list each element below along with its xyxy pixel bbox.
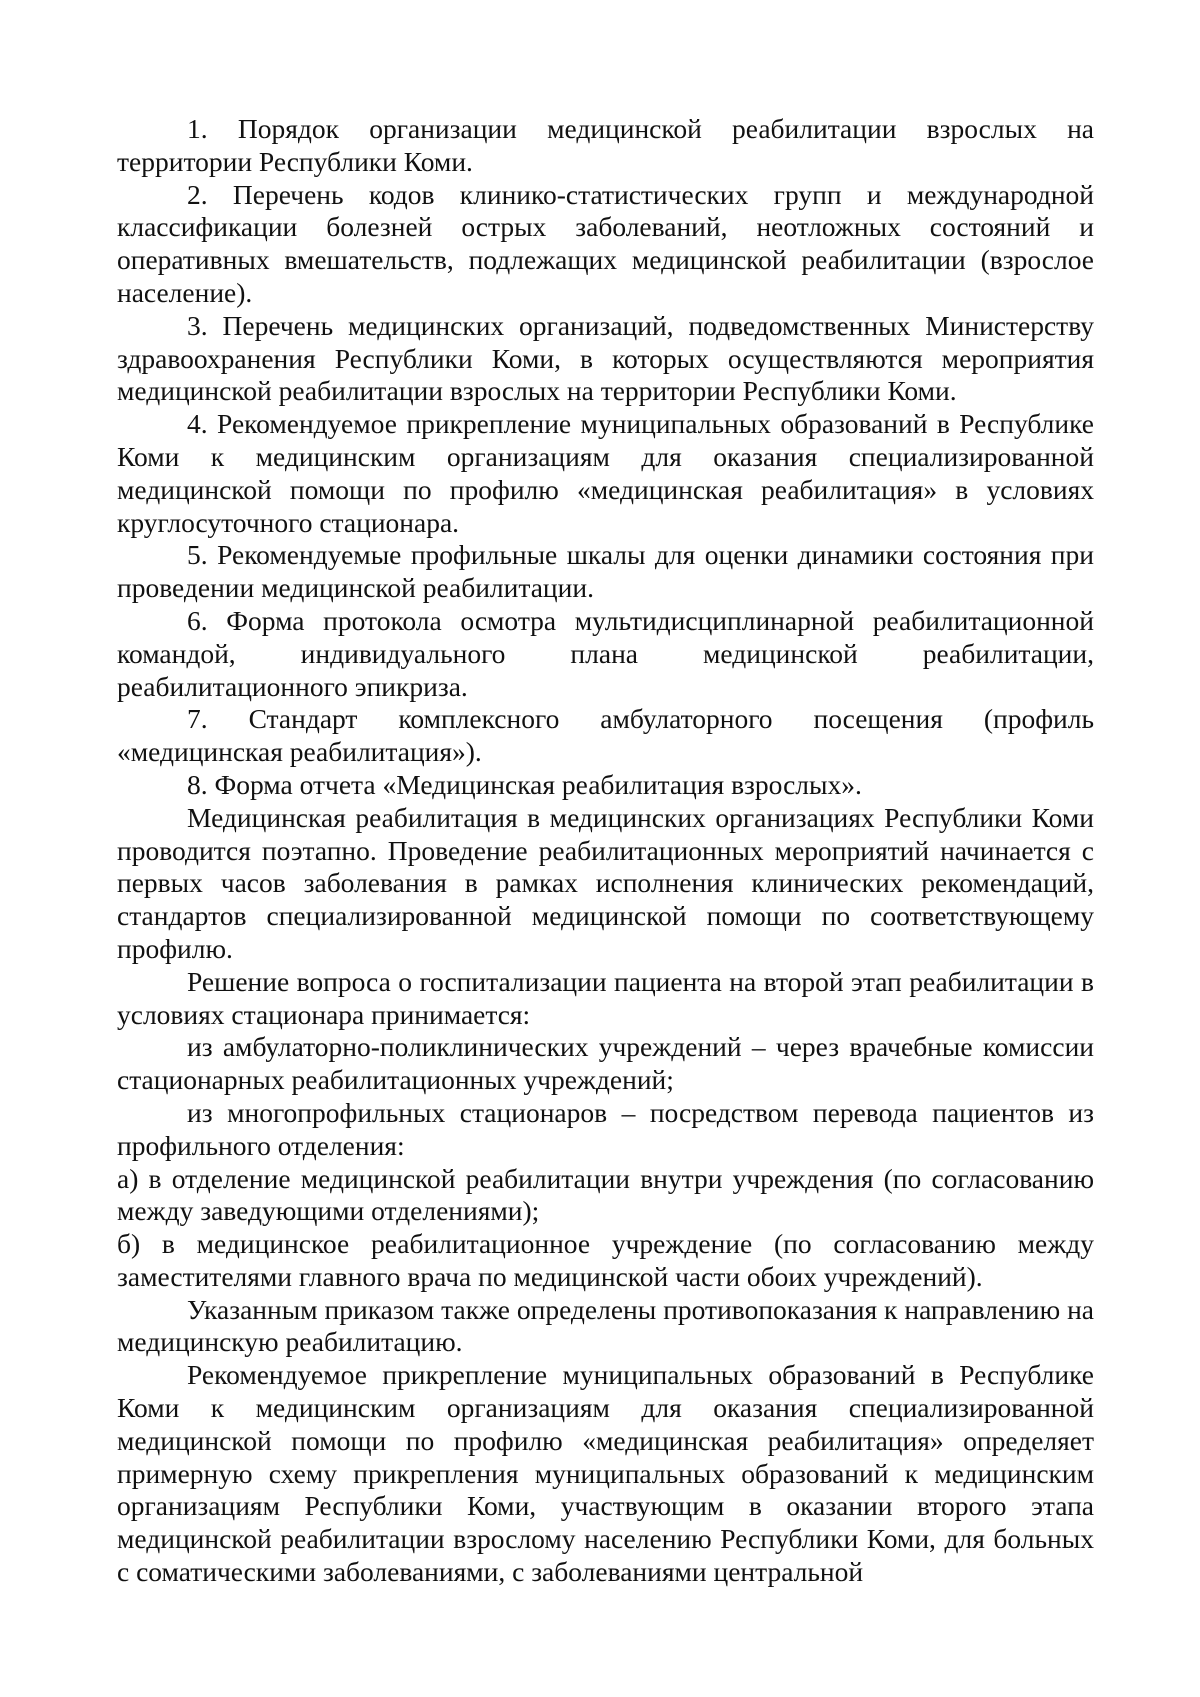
list-item-2: 2. Перечень кодов клинико-статистических групп и международной классификации болезней острых заболеваний, неотложных состояний и оперативных вмешательств, подлежащих медицинской реабилитации (взрослое население). (117, 178, 1094, 308)
paragraph-hospitalization-decision: Решение вопроса о госпитализации пациента на второй этап реабилитации в условиях стационара принимается: (117, 965, 1094, 1030)
paragraph-attachment-scheme: Рекомендуемое прикрепление муниципальных образований в Республике Коми к медицинским организациям для оказания специализированной медицинской помощи по профилю «медицинская реабилитация» определяет примерную схему прикрепления муниципальных образований к медицинским организациям Республики Коми, участвующим в оказании второго этапа медицинской реабилитации взрослому населению Республики Коми, для больных с соматическими заболеваниями, с заболеваниями центральной (117, 1359, 1094, 1588)
list-item-6: 6. Форма протокола осмотра мультидисциплинарной реабилитационной командой, индивидуального плана медицинской реабилитации, реабилитационного эпикриза. (117, 604, 1094, 702)
sub-item-a: а) в отделение медицинской реабилитации внутри учреждения (по согласованию между заведующими отделениями); (117, 1162, 1094, 1227)
list-item-4: 4. Рекомендуемое прикрепление муниципальных образований в Республике Коми к медицинским организациям для оказания специализированной медицинской помощи по профилю «медицинская реабилитация» в условиях круглосуточного стационара. (117, 408, 1094, 538)
sub-item-b: б) в медицинское реабилитационное учреждение (по согласованию между заместителями главного врача по медицинской части обоих учреждений). (117, 1228, 1094, 1292)
document-page (117, 113, 1094, 1589)
list-item-7: 7. Стандарт комплексного амбулаторного посещения (профиль «медицинская реабилитация»). (117, 703, 1094, 768)
paragraph-outpatient-route: из амбулаторно-поликлинических учреждений – через врачебные комиссии стационарных реабилитационных учреждений; (117, 1031, 1094, 1096)
paragraph-contraindications: Указанным приказом также определены противопоказания к направлению на медицинскую реабилитацию. (117, 1293, 1094, 1358)
list-item-1: 1. Порядок организации медицинской реабилитации взрослых на территории Республики Коми. (117, 113, 1094, 177)
list-item-3: 3. Перечень медицинских организаций, подведомственных Министерству здравоохранения Республики Коми, в которых осуществляются мероприятия медицинской реабилитации взрослых на территории Республики Коми. (117, 309, 1094, 407)
list-item-5: 5. Рекомендуемые профильные шкалы для оценки динамики состояния при проведении медицинской реабилитации. (117, 539, 1094, 604)
paragraph-hospital-route: из многопрофильных стационаров – посредством перевода пациентов из профильного отделения: (117, 1096, 1094, 1161)
paragraph-stages: Медицинская реабилитация в медицинских организациях Республики Коми проводится поэтапно. Проведение реабилитационных мероприятий начинается с первых часов заболевания в рамках исполнения клинических рекомендаций, стандартов специализированной медицинской помощи по соответствующему профилю. (117, 801, 1094, 964)
list-item-8: 8. Форма отчета «Медицинская реабилитация взрослых». (187, 768, 862, 800)
